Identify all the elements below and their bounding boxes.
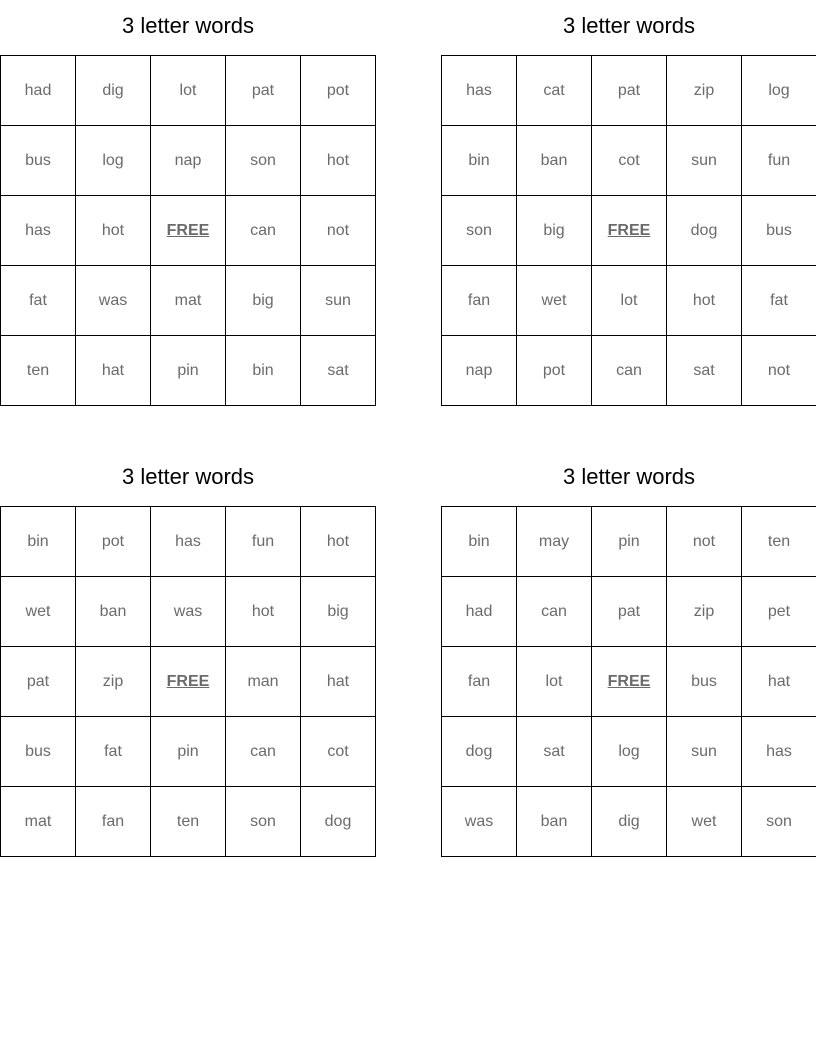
grid-row [442, 717, 816, 787]
grid-cell: hat [742, 647, 816, 717]
grid-cell: zip [667, 577, 742, 647]
grid-cell: pot [76, 507, 151, 577]
grid-cell: son [442, 196, 517, 266]
grid-row [442, 56, 816, 126]
grid-cell: bus [742, 196, 816, 266]
grid-cell: can [592, 336, 667, 406]
grid-row [442, 647, 816, 717]
free-space-cell: FREE [592, 647, 667, 717]
grid-cell: can [226, 717, 301, 787]
grid-cell: dog [442, 717, 517, 787]
grid-cell: pat [592, 56, 667, 126]
grid-cell: pat [1, 647, 76, 717]
grid-cell: cot [301, 717, 376, 787]
grid-row [442, 507, 816, 577]
grid-cell: nap [442, 336, 517, 406]
grid-cell: son [226, 787, 301, 857]
grid-cell: zip [667, 56, 742, 126]
grid-cell: fun [742, 126, 816, 196]
grid-cell: log [76, 126, 151, 196]
card-title: 3 letter words [121, 464, 255, 489]
grid-cell: pot [301, 56, 376, 126]
grid-cell: bin [442, 126, 517, 196]
grid-cell: ten [151, 787, 226, 857]
grid-cell: zip [76, 647, 151, 717]
free-space-cell: FREE [151, 647, 226, 717]
grid-cell: pin [592, 507, 667, 577]
grid-cell: lot [592, 266, 667, 336]
grid-cell: fat [742, 266, 816, 336]
grid-cell: may [517, 507, 592, 577]
grid-cell: pin [151, 717, 226, 787]
grid-cell: hot [301, 507, 376, 577]
grid-row [1, 507, 376, 577]
grid-cell: was [151, 577, 226, 647]
grid-cell: lot [151, 56, 226, 126]
grid-row [442, 787, 816, 857]
grid-row [442, 266, 816, 336]
grid-cell: sun [301, 266, 376, 336]
grid-cell: bin [1, 507, 76, 577]
grid-cell: not [667, 507, 742, 577]
grid-cell: man [226, 647, 301, 717]
grid-cell: bus [1, 717, 76, 787]
grid-cell: bus [667, 647, 742, 717]
grid-cell: pat [226, 56, 301, 126]
grid-cell: dig [592, 787, 667, 857]
grid-cell: fan [76, 787, 151, 857]
grid-cell: cat [517, 56, 592, 126]
grid-cell: son [226, 126, 301, 196]
grid-row [442, 336, 816, 406]
grid-cell: not [301, 196, 376, 266]
card-title: 3 letter words [121, 13, 255, 38]
grid-row [1, 717, 376, 787]
grid-cell: pet [742, 577, 816, 647]
grid-row [1, 196, 376, 266]
grid-cell: was [76, 266, 151, 336]
grid-cell: pot [517, 336, 592, 406]
grid-cell: log [592, 717, 667, 787]
grid-cell: can [226, 196, 301, 266]
grid-row [442, 126, 816, 196]
grid-cell: fan [442, 647, 517, 717]
grid-cell: fat [1, 266, 76, 336]
grid-cell: hat [76, 336, 151, 406]
grid-cell: lot [517, 647, 592, 717]
grid-row [1, 787, 376, 857]
grid-row [442, 577, 816, 647]
grid-cell: has [1, 196, 76, 266]
grid-cell: fun [226, 507, 301, 577]
grid-cell: fat [76, 717, 151, 787]
grid-cell: son [742, 787, 816, 857]
grid-cell: ban [517, 787, 592, 857]
grid-cell: dog [667, 196, 742, 266]
card-title: 3 letter words [562, 13, 696, 38]
grid-cell: bus [1, 126, 76, 196]
grid-cell: ban [517, 126, 592, 196]
grid-cell: nap [151, 126, 226, 196]
grid-cell: not [742, 336, 816, 406]
bingo-grid [441, 55, 816, 406]
grid-row [1, 56, 376, 126]
grid-cell: has [742, 717, 816, 787]
free-space-cell: FREE [151, 196, 226, 266]
free-space-cell: FREE [592, 196, 667, 266]
grid-cell: had [442, 577, 517, 647]
grid-cell: dog [301, 787, 376, 857]
grid-cell: cot [592, 126, 667, 196]
grid-cell: has [442, 56, 517, 126]
grid-cell: big [301, 577, 376, 647]
grid-cell: ten [1, 336, 76, 406]
grid-cell: hot [667, 266, 742, 336]
grid-cell: bin [442, 507, 517, 577]
bingo-grid [0, 506, 376, 857]
grid-cell: pin [151, 336, 226, 406]
grid-cell: log [742, 56, 816, 126]
bingo-grid [441, 506, 816, 857]
grid-cell: dig [76, 56, 151, 126]
grid-cell: fan [442, 266, 517, 336]
grid-row [442, 196, 816, 266]
grid-cell: wet [1, 577, 76, 647]
grid-cell: sun [667, 126, 742, 196]
grid-cell: mat [151, 266, 226, 336]
card-title: 3 letter words [562, 464, 696, 489]
grid-cell: sat [301, 336, 376, 406]
grid-cell: sat [667, 336, 742, 406]
grid-cell: has [151, 507, 226, 577]
grid-cell: big [517, 196, 592, 266]
grid-cell: wet [517, 266, 592, 336]
grid-cell: was [442, 787, 517, 857]
grid-cell: sun [667, 717, 742, 787]
grid-cell: ten [742, 507, 816, 577]
grid-cell: big [226, 266, 301, 336]
grid-row [1, 577, 376, 647]
grid-cell: mat [1, 787, 76, 857]
bingo-grid [0, 55, 376, 406]
grid-cell: wet [667, 787, 742, 857]
grid-row [1, 126, 376, 196]
grid-cell: pat [592, 577, 667, 647]
grid-row [1, 647, 376, 717]
grid-row [1, 266, 376, 336]
grid-cell: sat [517, 717, 592, 787]
grid-cell: hat [301, 647, 376, 717]
grid-cell: ban [76, 577, 151, 647]
grid-cell: hot [76, 196, 151, 266]
grid-cell: hot [301, 126, 376, 196]
grid-cell: bin [226, 336, 301, 406]
grid-row [1, 336, 376, 406]
grid-cell: had [1, 56, 76, 126]
grid-cell: hot [226, 577, 301, 647]
grid-cell: can [517, 577, 592, 647]
